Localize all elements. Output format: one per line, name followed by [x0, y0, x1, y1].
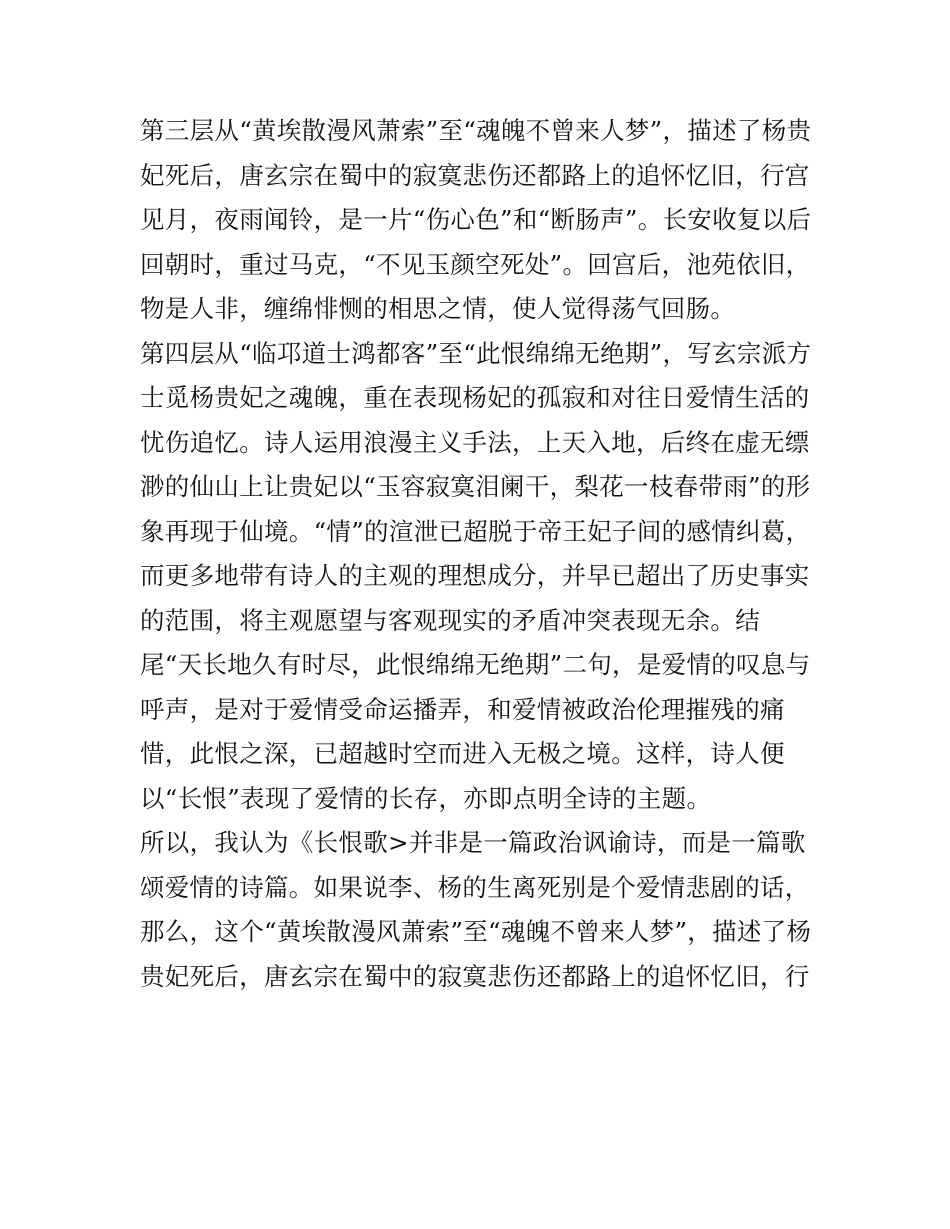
text-line: 见月，夜雨闻铃，是一片“伤心色”和“断肠声”。长安收复以后	[140, 205, 812, 234]
text-line: 第三层从“黄埃散漫风萧索”至“魂魄不曾来人梦”，描述了杨贵	[140, 116, 812, 145]
text-line: 而更多地带有诗人的主观的理想成分，并早已超出了历史事实	[140, 561, 810, 590]
text-line: 颂爱情的诗篇。如果说李、杨的生离死别是个爱情悲剧的话，	[140, 872, 810, 902]
body-text	[140, 109, 820, 999]
text-line: 尾“天长地久有时尽，此恨绵绵无绝期”二句，是爱情的叹息与	[140, 650, 811, 679]
text-line: 贵妃死后，唐玄宗在蜀中的寂寞悲伤还都路上的追怀忆旧，行	[140, 961, 810, 991]
text-line: 所以，我认为《长恨歌>并非是一篇政治讽谕诗，而是一篇歌	[140, 828, 806, 857]
text-line: 妃死后，唐玄宗在蜀中的寂寞悲伤还都路上的追怀忆旧，行宫	[140, 160, 810, 190]
text-line: 惜，此恨之深，已超越时空而进入无极之境。这样，诗人便	[140, 739, 785, 768]
text-line: 的范围，将主观愿望与客观现实的矛盾冲突表现无余。结	[140, 605, 760, 635]
text-line: 回朝时，重过马克，“不见玉颜空死处”。回宫后，池苑依旧，	[140, 249, 811, 279]
text-line: 渺的仙山上让贵妃以“玉容寂寞泪阑干，梨花一枝春带雨”的形	[140, 472, 811, 501]
text-line: 呼声，是对于爱情受命运播弄，和爱情被政治伦理摧残的痛	[140, 694, 785, 724]
text-line: 那么，这个“黄埃散漫风萧索”至“魂魄不曾来人梦”，描述了杨	[140, 917, 812, 946]
text-line: 忧伤追忆。诗人运用浪漫主义手法，上天入地，后终在虚无缥	[140, 427, 810, 457]
text-line: 物是人非，缠绵悱恻的相思之情，使人觉得荡气回肠。	[140, 294, 736, 323]
text-line: 以“长恨”表现了爱情的长存，亦即点明全诗的主题。	[140, 783, 712, 813]
text-line: 第四层从“临邛道士鸿都客”至“此恨绵绵无绝期”，写玄宗派方	[140, 338, 812, 368]
text-line: 象再现于仙境。“情”的渲泄已超脱于帝王妃子间的感情纠葛，	[140, 516, 811, 546]
text-line: 士觅杨贵妃之魂魄，重在表现杨妃的孤寂和对往日爱情生活的	[140, 383, 810, 412]
